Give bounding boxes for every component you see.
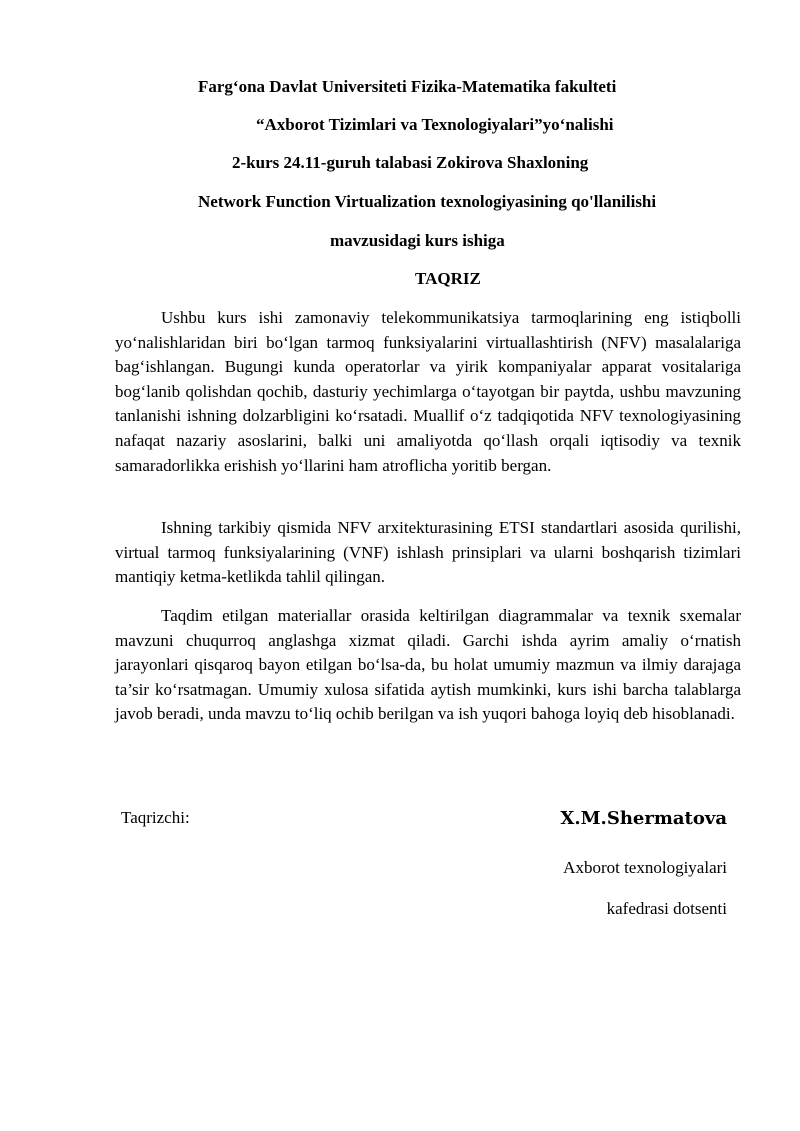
reviewer-position-line-2: kafedrasi dotsenti xyxy=(606,899,727,918)
reviewer-name: X.M.Shermatova xyxy=(560,808,727,829)
reviewer-label: Taqrizchi: xyxy=(121,808,190,827)
faculty-heading: Farg‘ona Davlat Universiteti Fizika-Matematika fakulteti xyxy=(198,77,617,96)
review-paragraph-2: Ishning tarkibiy qismida NFV arxitekturasining ETSI standartlari asosida qurilishi, virtual tarmoq funksiyalarining (VNF) ishlash prinsiplari va ularni boshqarish tizimlari mantiqiy ketma-ketlikda tahlil qilingan. xyxy=(115,518,741,587)
topic-heading-continued: mavzusidagi kurs ishiga xyxy=(330,231,505,250)
reviewer-position-line-1: Axborot texnologiyalari xyxy=(563,858,727,877)
review-paragraph-3: Taqdim etilgan materiallar orasida keltirilgan diagrammalar va texnik sxemalar mavzuni chuqurroq anglashga xizmat qiladi. Garchi ishda ayrim amaliy o‘rnatish jarayonlari qisqaroq bayon etilgan bo‘lsa-da, bu holat umumiy mazmun va ilmiy darajaga ta’sir ko‘rsatmagan. Umumiy xulosa sifatida aytish mumkinki, kurs ishi barcha talablarga javob beradi, unda mavzu to‘liq ochib berilgan va ish yuqori bahoga loyiq deb hisoblanadi. xyxy=(115,606,741,724)
program-heading: “Axborot Tizimlari va Texnologiyalari”yo‘nalishi xyxy=(256,115,614,134)
document-title: TAQRIZ xyxy=(415,269,481,288)
topic-heading: Network Function Virtualization texnologiyasining qo'llanilishi xyxy=(198,192,657,211)
review-paragraph-1: Ushbu kurs ishi zamonaviy telekommunikatsiya tarmoqlarining eng istiqbolli yo‘nalishlaridan biri bo‘lgan tarmoq funksiyalarini virtuallashtirish (NFV) masalalariga bag‘ishlangan. Bugungi kunda operatorlar va yirik kompaniyalar apparat vositalariga bog‘lanib qolishdan qochib, dasturiy yechimlarga o‘tayotgan bir paytda, ushbu mavzuning tanlanishi ishning dolzarbligini ko‘rsatadi. Muallif o‘z tadqiqotida NFV texnologiyasining nafaqat nazariy asoslarini, balki uni amaliyotda qo‘llash orqali iqtisodiy va texnik samaradorlikka erishish yo‘llarini ham atroflicha yoritib bergan. xyxy=(115,308,741,475)
student-heading: 2-kurs 24.11-guruh talabasi Zokirova Shaxloning xyxy=(232,153,589,172)
